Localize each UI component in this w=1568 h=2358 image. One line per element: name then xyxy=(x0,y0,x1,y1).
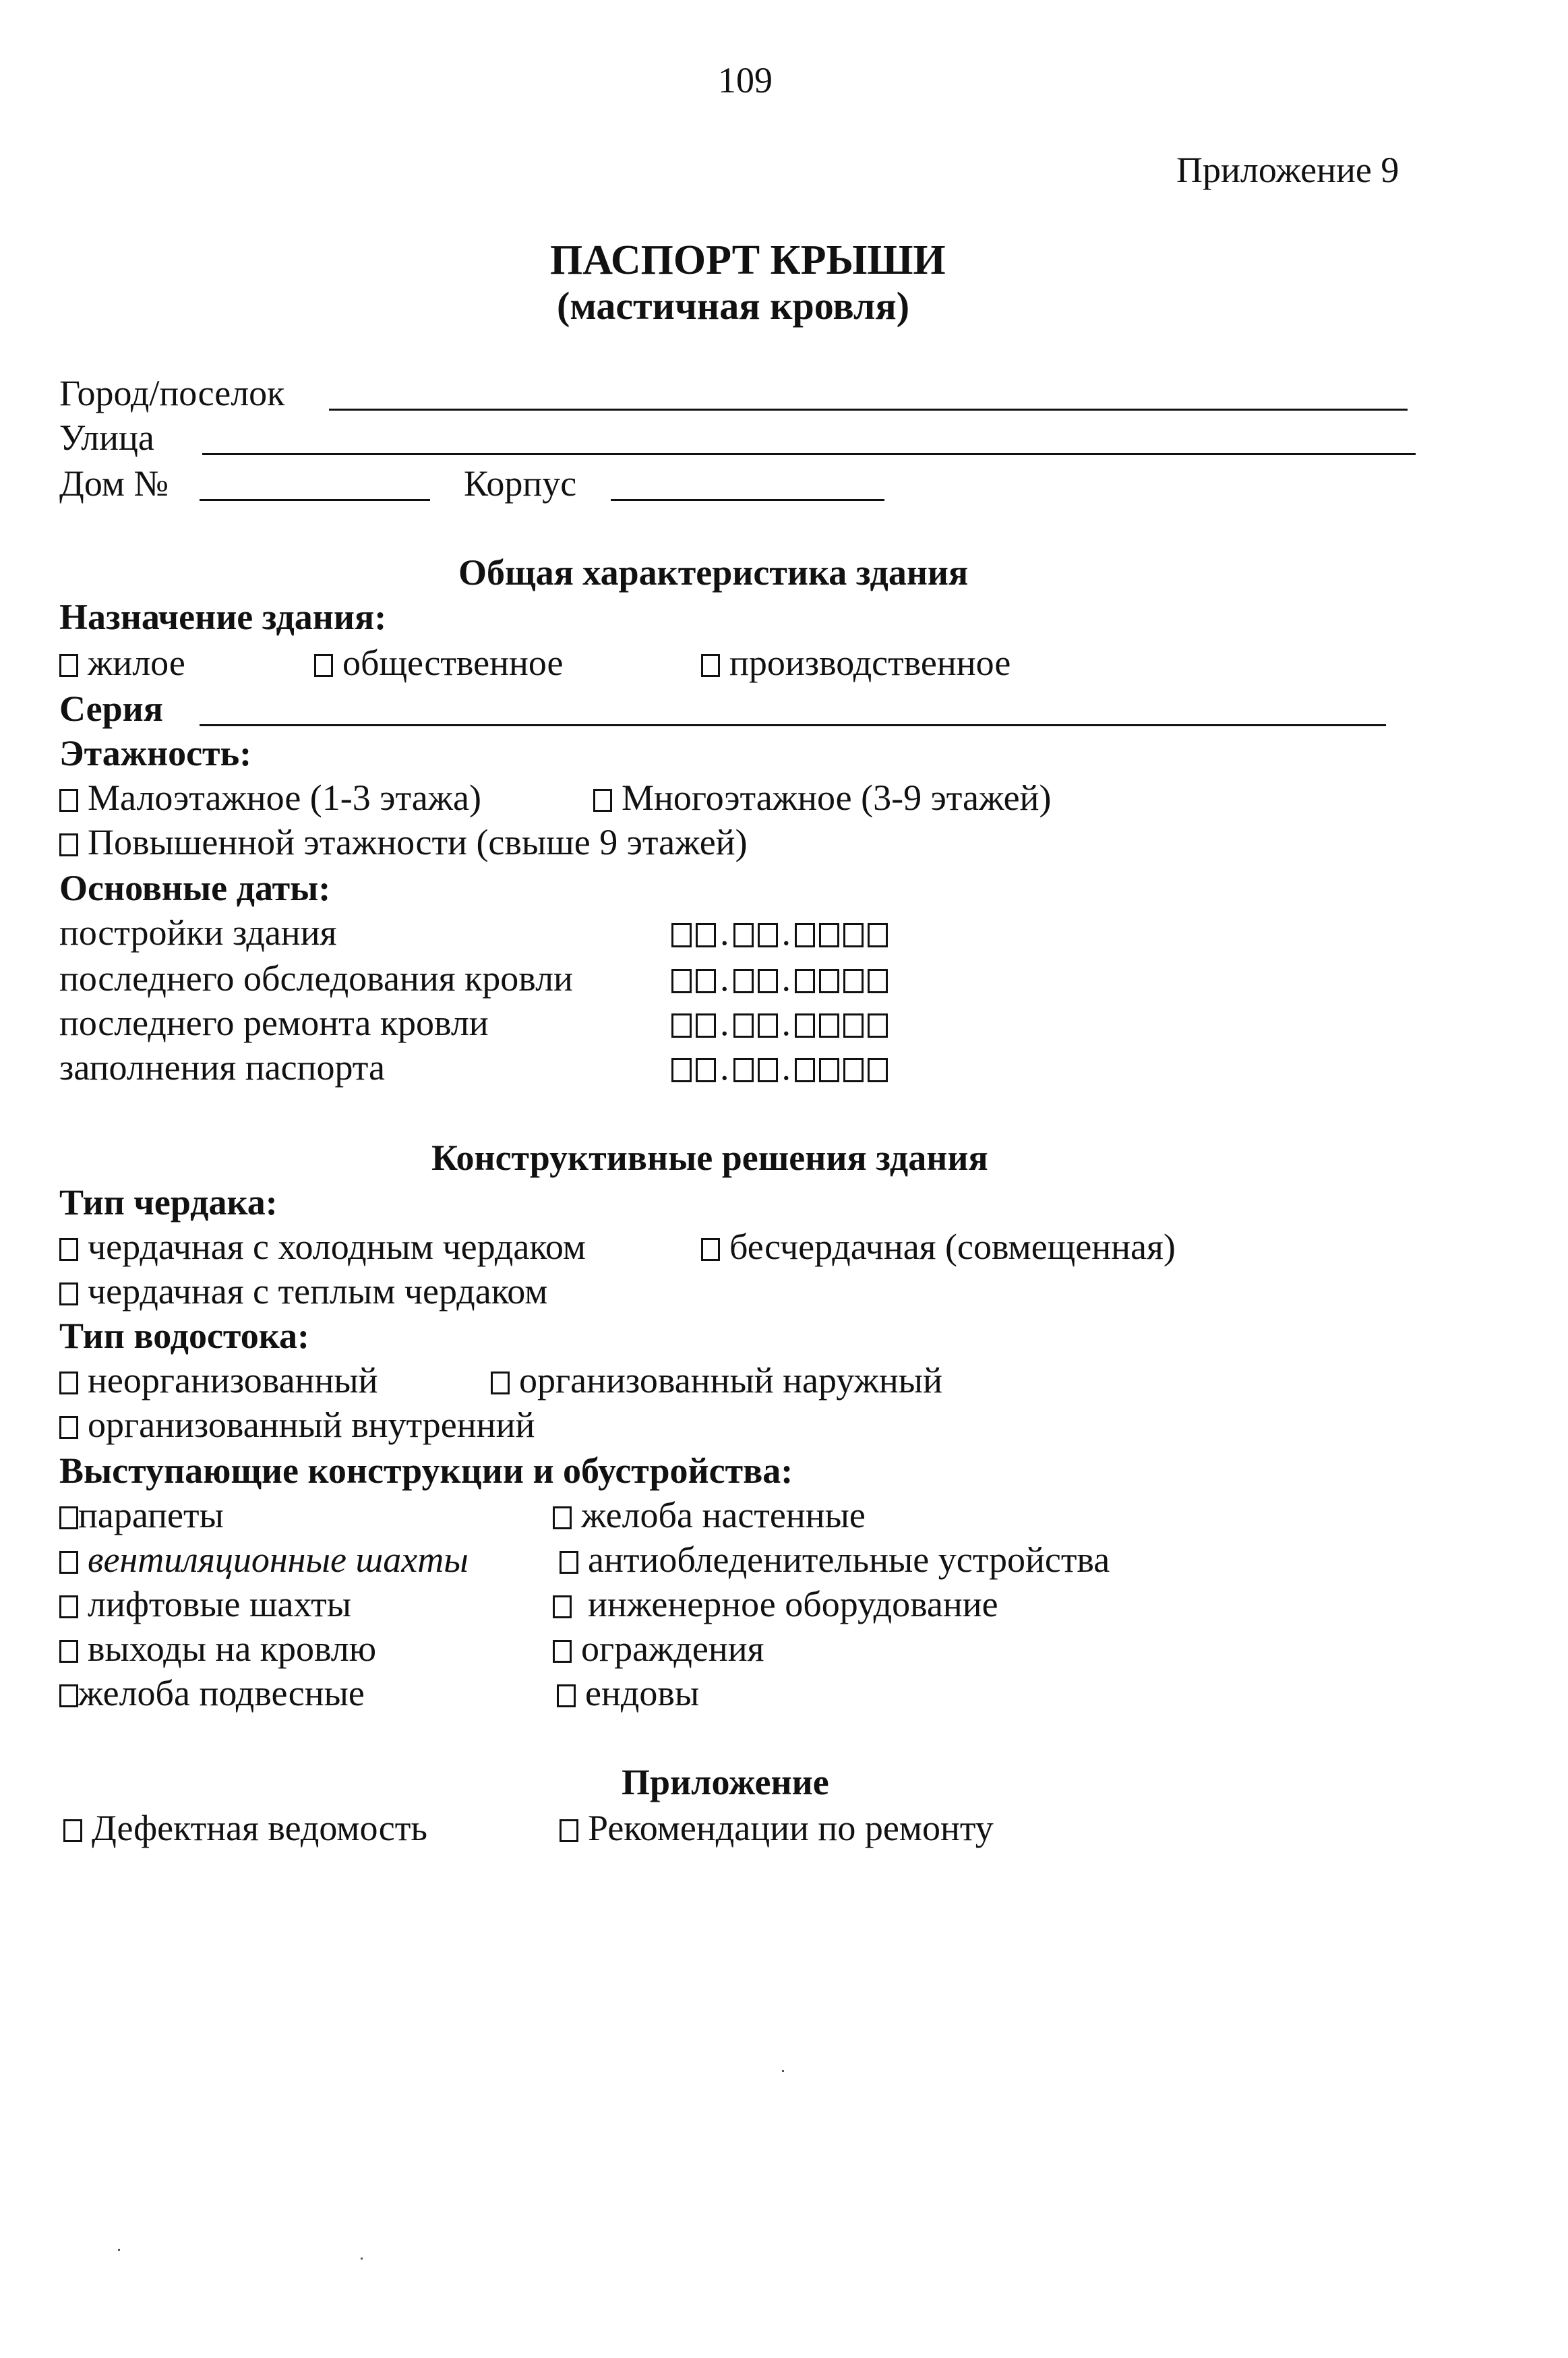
appendix-label: Приложение 9 xyxy=(1176,150,1399,190)
checkbox[interactable] xyxy=(59,1416,78,1439)
street-label: Улица xyxy=(59,417,154,458)
purpose-label: Назначение здания: xyxy=(59,597,387,637)
date-field-inspection[interactable]: . . xyxy=(671,960,892,997)
checkbox[interactable] xyxy=(553,1595,572,1618)
attic-option-combined[interactable] xyxy=(701,1229,1176,1265)
drain-option-internal[interactable] xyxy=(59,1407,535,1443)
option-label: Многоэтажное (3-9 этажей) xyxy=(622,777,1052,818)
purpose-option-residential[interactable] xyxy=(59,645,185,681)
checkbox[interactable] xyxy=(557,1684,576,1707)
checkbox[interactable] xyxy=(314,654,333,677)
date-label-filling: заполнения паспорта xyxy=(59,1047,385,1088)
city-label: Город/поселок xyxy=(59,373,285,413)
option-label: лифтовые шахты xyxy=(88,1584,352,1624)
appendix-recommendations[interactable] xyxy=(560,1810,994,1846)
protruding-anti-icing[interactable] xyxy=(560,1541,1110,1578)
option-label: вентиляционные шахты xyxy=(88,1539,469,1580)
floors-label: Этажность: xyxy=(59,733,252,773)
protruding-engineering[interactable] xyxy=(553,1586,998,1622)
series-field[interactable] xyxy=(200,724,1386,726)
purpose-option-industrial[interactable] xyxy=(701,645,1011,681)
protruding-valleys[interactable] xyxy=(557,1675,699,1711)
option-label: организованный наружный xyxy=(519,1360,942,1401)
attic-label: Тип чердака: xyxy=(59,1182,278,1222)
street-field[interactable] xyxy=(202,453,1416,455)
date-field-construction[interactable]: . . xyxy=(671,914,892,951)
checkbox[interactable] xyxy=(59,833,78,856)
protruding-parapets[interactable] xyxy=(59,1497,224,1533)
option-label: антиобледенительные устройства xyxy=(588,1539,1110,1580)
drain-option-unorganized[interactable] xyxy=(59,1360,378,1401)
checkbox[interactable] xyxy=(59,1283,78,1305)
option-label: организованный внутренний xyxy=(88,1405,535,1445)
checkbox[interactable] xyxy=(560,1819,578,1842)
date-label-inspection: последнего обследования кровли xyxy=(59,958,573,999)
option-label: чердачная с теплым чердаком xyxy=(88,1271,548,1311)
attic-option-cold[interactable] xyxy=(59,1229,586,1265)
house-label: Дом № xyxy=(59,463,169,504)
option-label: выходы на кровлю xyxy=(88,1628,377,1669)
option-label: инженерное оборудование xyxy=(588,1584,998,1624)
checkbox[interactable] xyxy=(59,1372,78,1394)
scan-speck xyxy=(118,2249,120,2251)
protruding-fences[interactable] xyxy=(553,1630,764,1667)
protruding-label: Выступающие конструкции и обустройства: xyxy=(59,1450,793,1491)
protruding-roof-exits[interactable] xyxy=(59,1630,376,1667)
checkbox[interactable] xyxy=(59,1640,78,1663)
checkbox[interactable] xyxy=(59,1684,78,1707)
floors-option-multi[interactable] xyxy=(593,779,1051,816)
series-label: Серия xyxy=(59,688,163,729)
protruding-vent-shafts[interactable] xyxy=(59,1541,469,1578)
checkbox[interactable] xyxy=(63,1819,82,1842)
option-label: производственное xyxy=(729,643,1011,683)
checkbox[interactable] xyxy=(59,789,78,812)
option-label: желоба подвесные xyxy=(78,1673,365,1713)
checkbox[interactable] xyxy=(491,1372,510,1394)
date-field-filling[interactable]: . . xyxy=(671,1049,892,1086)
general-heading: Общая характеристика здания xyxy=(458,552,969,593)
appendix-defects[interactable] xyxy=(63,1810,427,1846)
option-label: ендовы xyxy=(585,1673,700,1713)
scan-speck xyxy=(361,2258,363,2260)
option-label: парапеты xyxy=(78,1495,224,1535)
page-number: 109 xyxy=(718,60,773,100)
drain-label: Тип водостока: xyxy=(59,1316,310,1356)
option-label: бесчердачная (совмещенная) xyxy=(729,1227,1176,1267)
city-field[interactable] xyxy=(329,409,1408,411)
checkbox[interactable] xyxy=(59,654,78,677)
date-field-repair[interactable]: . . xyxy=(671,1005,892,1041)
checkbox[interactable] xyxy=(593,789,612,812)
scan-speck xyxy=(782,2070,784,2072)
option-label: общественное xyxy=(342,643,564,683)
attic-option-warm[interactable] xyxy=(59,1273,547,1309)
checkbox[interactable] xyxy=(59,1551,78,1574)
checkbox[interactable] xyxy=(560,1551,578,1574)
drain-option-external[interactable] xyxy=(491,1360,942,1401)
house-field[interactable] xyxy=(200,499,430,501)
protruding-wall-gutters[interactable] xyxy=(553,1497,866,1533)
checkbox[interactable] xyxy=(553,1640,572,1663)
date-label-construction: постройки здания xyxy=(59,912,337,953)
construction-heading: Конструктивные решения здания xyxy=(431,1138,988,1178)
option-label: Дефектная ведомость xyxy=(92,1808,427,1848)
checkbox[interactable] xyxy=(553,1506,572,1529)
page-title: ПАСПОРТ КРЫШИ xyxy=(550,237,946,283)
dates-label: Основные даты: xyxy=(59,868,331,908)
appendix-heading: Приложение xyxy=(622,1762,829,1802)
checkbox[interactable] xyxy=(701,654,720,677)
checkbox[interactable] xyxy=(59,1595,78,1618)
building-label: Корпус xyxy=(464,463,577,504)
building-field[interactable] xyxy=(611,499,884,501)
page-subtitle: (мастичная кровля) xyxy=(557,284,910,328)
option-label: неорганизованный xyxy=(88,1360,378,1401)
checkbox[interactable] xyxy=(59,1506,78,1529)
option-label: Рекомендации по ремонту xyxy=(588,1808,994,1848)
checkbox[interactable] xyxy=(701,1238,720,1261)
option-label: желоба настенные xyxy=(581,1495,866,1535)
purpose-option-public[interactable] xyxy=(314,645,564,681)
option-label: жилое xyxy=(88,643,185,683)
option-label: чердачная с холодным чердаком xyxy=(88,1227,586,1267)
checkbox[interactable] xyxy=(59,1238,78,1261)
option-label: Повышенной этажности (свыше 9 этажей) xyxy=(88,822,748,862)
floors-option-low[interactable] xyxy=(59,779,481,816)
date-label-repair: последнего ремонта кровли xyxy=(59,1003,489,1043)
option-label: Малоэтажное (1-3 этажа) xyxy=(88,777,481,818)
protruding-elevator-shafts[interactable] xyxy=(59,1586,351,1622)
option-label: ограждения xyxy=(581,1628,764,1669)
floors-option-high[interactable] xyxy=(59,824,748,860)
protruding-hanging-gutters[interactable] xyxy=(59,1675,365,1711)
